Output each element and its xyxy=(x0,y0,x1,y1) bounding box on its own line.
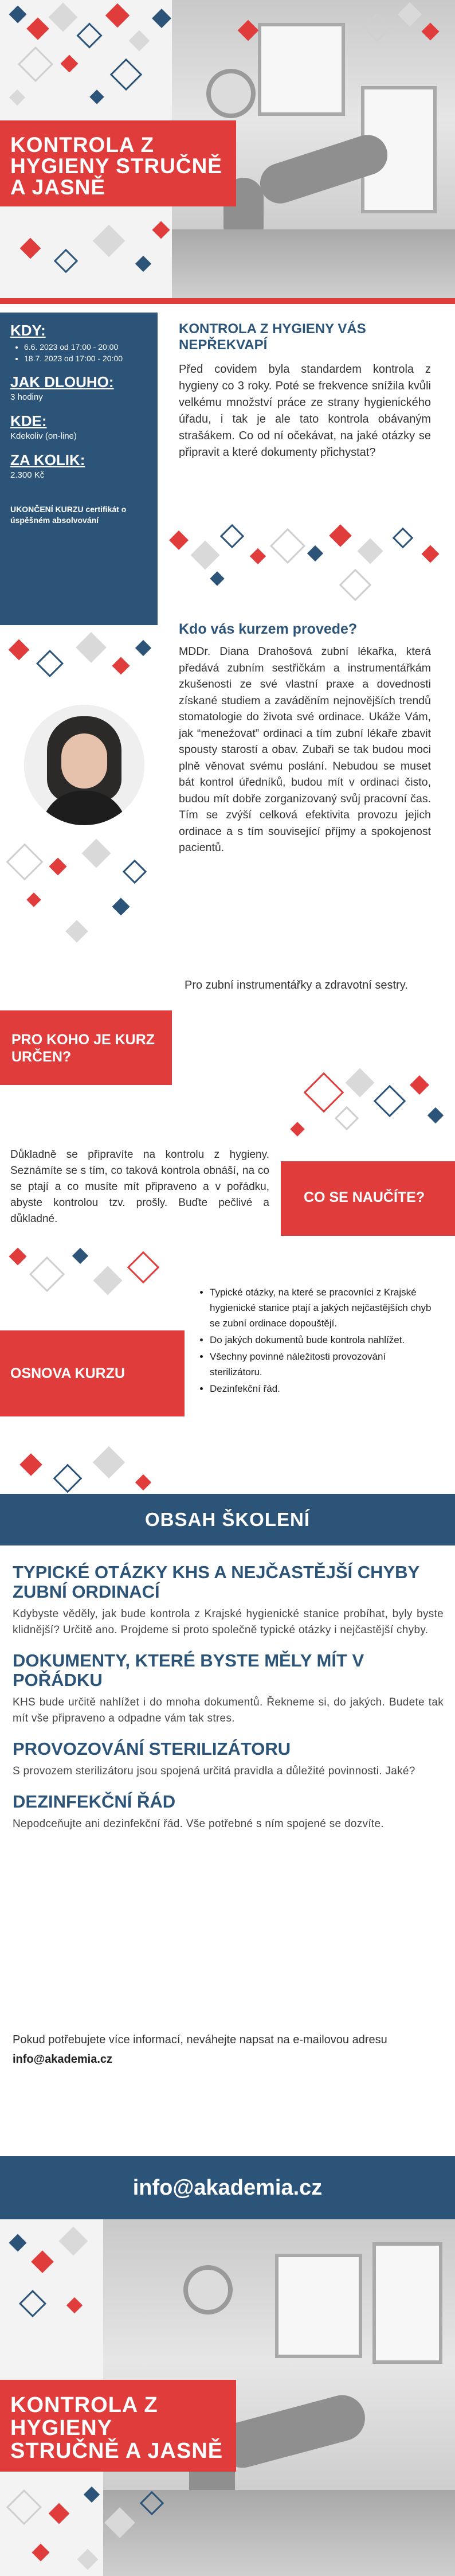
learn-label-text: CO SE NAUČÍTE? xyxy=(304,1189,425,1205)
section-body: KHS bude určitě nahlížet i do mnoha dokumentů. Řekneme si, do jakých. Budete tak mít vše připraveno a odpadne vám tak stres. xyxy=(13,1696,444,1724)
section-body: Nepodceňujte ani dezinfekční řád. Vše potřebné s ním spojené se dozvíte. xyxy=(13,1818,384,1830)
footer-title: KONTROLA Z HYGIENY STRUČNĚ A JASNĚ xyxy=(0,2380,236,2472)
outline-item: • Dezinfekční řád. xyxy=(210,1381,436,1396)
intro-text: Před covidem byla standardem kontrola z hygieny co 3 roky. Poté se frekvence snížila kvůli velkému množství práce ze strany hygienického úřadu, i tak je ale tato kontrola obávaným strašákem. Co od ní očekávat, na jaké otázky se připravit a které dokumenty přichystat? xyxy=(179,363,431,459)
completion-note: UKONČENÍ KURZU certifikát o úspěšném absolvování xyxy=(10,505,127,525)
content-banner-text: OBSAH ŠKOLENÍ xyxy=(144,1509,311,1530)
outline-item: • Typické otázky, na které se pracovníci z Krajské hygienické stanice ptají a jakých nejčastějších chyb se zubní ordinace dopouštějí. xyxy=(210,1285,436,1331)
section-title: DOKUMENTY, KTERÉ BYSTE MĚLY MÍT V POŘÁDKU xyxy=(13,1650,364,1690)
outline-item: • Do jakých dokumentů bude kontrola nahlížet. xyxy=(210,1332,436,1348)
course-info-box xyxy=(0,313,158,625)
contact-block xyxy=(13,2030,414,2069)
duration-value: 3 hodiny xyxy=(10,392,43,402)
duration-label: JAK DLOUHO: xyxy=(10,373,114,391)
learn-label xyxy=(281,1161,455,1236)
section-body: Kdybyste věděly, jak bude kontrola z Krajské hygienické stanice probíhat, byly byste klidnější? Určitě ano. Projdeme si proto společně typické otázky i nejčastější chyby. xyxy=(13,1608,444,1636)
outline-label-text: OSNOVA KURZU xyxy=(10,1365,125,1381)
audience-text: Pro zubní instrumentářky a zdravotní sestry. xyxy=(185,979,408,992)
audience-label-text: PRO KOHO JE KURZ URČEN? xyxy=(11,1032,155,1065)
content-section xyxy=(13,1651,444,1727)
section-title: TYPICKÉ OTÁZKY KHS A NEJČASTĚJŠÍ CHYBY ZUBNÍ ORDINACÍ xyxy=(13,1562,419,1602)
content-section xyxy=(13,1739,444,1779)
hero-top xyxy=(0,0,455,298)
intro-heading: KONTROLA Z HYGIENY VÁS NEPŘEKVAPÍ xyxy=(179,321,366,353)
section-title: PROVOZOVÁNÍ STERILIZÁTORU xyxy=(13,1739,291,1759)
content-banner xyxy=(0,1494,455,1545)
audience-label xyxy=(0,1010,172,1085)
footer-email-link[interactable]: info@akademia.cz xyxy=(132,2176,323,2200)
lecturer-heading: Kdo vás kurzem provede? xyxy=(179,621,358,637)
when-label: KDY: xyxy=(10,322,46,339)
section-title: DEZINFEKČNÍ ŘÁD xyxy=(13,1792,176,1812)
content-section xyxy=(13,1792,444,1832)
hero-bottom xyxy=(0,2219,455,2576)
outline-list-wrap xyxy=(195,1285,436,1398)
date-item: • 18.7. 2023 od 17:00 - 20:00 xyxy=(24,353,147,364)
section-body: S provozem sterilizátoru jsou spojená určitá pravidla a důležité povinnosti. Jaké? xyxy=(13,1765,415,1777)
contact-email-link[interactable]: info@akademia.cz xyxy=(13,2053,113,2066)
outline-label xyxy=(0,1330,185,1416)
lecturer-avatar xyxy=(22,702,147,828)
hero-title: KONTROLA Z HYGIENY STRUČNĚ A JASNĚ xyxy=(0,120,236,206)
price-value: 2.300 Kč xyxy=(10,470,45,480)
place-label: KDE: xyxy=(10,412,47,430)
price-label: ZA KOLIK: xyxy=(10,451,85,469)
place-value: Kdekoliv (on-line) xyxy=(10,431,77,441)
content-sections xyxy=(13,1563,444,1832)
date-item: • 6.6. 2023 od 17:00 - 20:00 xyxy=(24,341,147,353)
footer-email-banner xyxy=(0,2156,455,2219)
contact-text: Pokud potřebujete více informací, neváhejte napsat na e-mailovou adresu xyxy=(13,2034,387,2046)
dates-list xyxy=(10,341,147,364)
learn-text: Důkladně se připravíte na kontrolu z hygieny. Seznámíte se s tím, co taková kontrola obnáší, na co se ptají a co musíte mít připraveno a v pořádku, abyste kontrolou tzv. prošly. Buďte pečlivé a důkladné. xyxy=(10,1149,269,1225)
content-section xyxy=(13,1563,444,1638)
hero-divider xyxy=(0,298,455,304)
outline-item: • Všechny povinné náležitosti provozování sterilizátoru. xyxy=(210,1349,436,1380)
outline-list xyxy=(195,1285,436,1396)
lecturer-text: MDDr. Diana Drahošová zubní lékařka, která předává zubním sestřičkám a instrumentářkám zkušenosti ze své vlastní praxe a dovednosti získané studiem a zaváděním nejnovějších trendů stomatologie do života své ordinace. Ukáže Vám, jak “meneźovat” ordinaci a tím zubní lékaře zbavit spousty starostí a obav. Zubaři se tak budou moci plně věnovat svému poslání. Nebudou se muset bát kontrol úředníků, budou mít v ordinaci čisto, budou mít dobře zorganizovaný svůj pracovní čas. Tím se zvýší celková efektivita provozu jejich ordinace a s tím související příjmy a spokojenost pacientů. xyxy=(179,645,431,854)
